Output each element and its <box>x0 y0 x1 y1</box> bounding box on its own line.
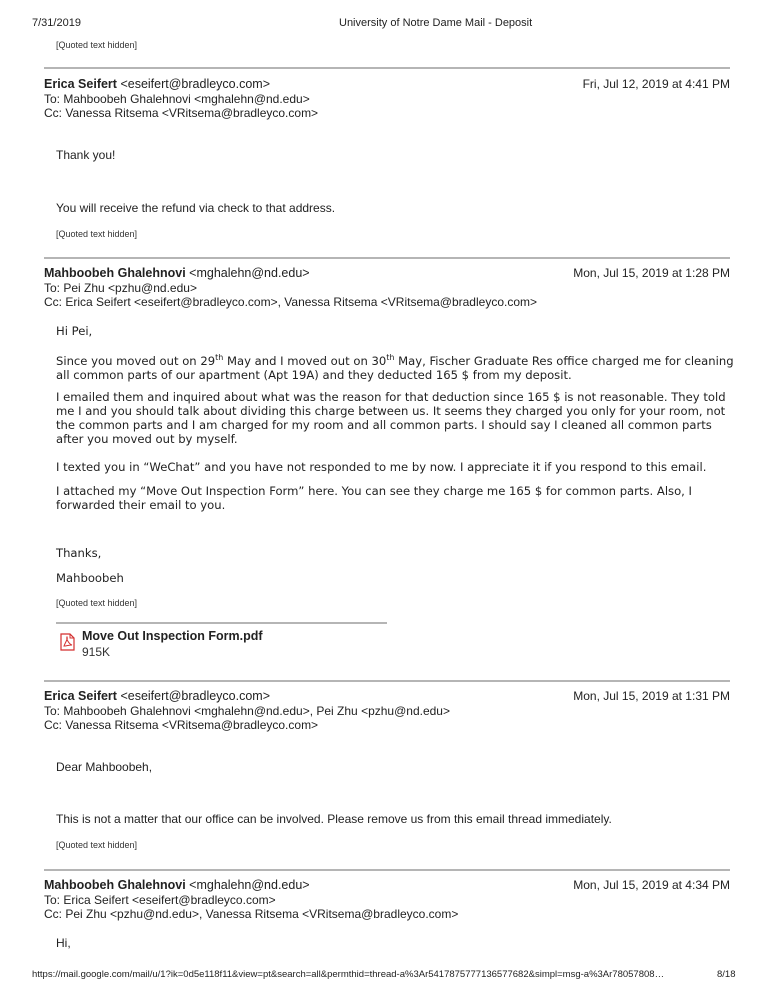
sender-name: Mahboobeh Ghalehnovi <box>44 266 186 280</box>
print-url: https://mail.google.com/mail/u/1?ik=0d5e118f11&view=pt&search=all&permthid=thread-a%3Ar5417875777136577682&simpl=msg-a%3Ar78057808… <box>32 969 665 980</box>
message-to: To: Mahboobeh Ghalehnovi <mghalehn@nd.edu>, Pei Zhu <pzhu@nd.edu> <box>44 704 450 718</box>
message-cc: Cc: Vanessa Ritsema <VRitsema@bradleyco.com> <box>44 106 319 120</box>
message-paragraph: I texted you in “WeChat” and you have not responded to me by now. I appreciate it if you respond to this email. <box>56 460 707 474</box>
paragraph-text: Since you moved out on 29 <box>56 354 216 368</box>
message-divider <box>44 257 730 259</box>
message-date: Mon, Jul 15, 2019 at 4:34 PM <box>573 878 730 892</box>
print-date: 7/31/2019 <box>32 17 81 29</box>
sender-name: Erica Seifert <box>44 77 117 91</box>
message-cc: Cc: Pei Zhu <pzhu@nd.edu>, Vanessa Ritsema <VRitsema@bradleyco.com> <box>44 907 459 921</box>
quoted-text-hidden-link[interactable]: [Quoted text hidden] <box>56 598 138 608</box>
message-cc: Cc: Vanessa Ritsema <VRitsema@bradleyco.com> <box>44 718 319 732</box>
message-sender <box>44 878 310 892</box>
message-sender <box>44 689 270 703</box>
message-body-line: This is not a matter that our office can be involved. Please remove us from this email thread immediately. <box>56 812 612 826</box>
message-divider <box>44 67 730 69</box>
message-divider <box>44 680 730 682</box>
message-to: To: Erica Seifert <eseifert@bradleyco.com> <box>44 893 276 907</box>
sender-email: <eseifert@bradleyco.com> <box>120 689 271 703</box>
quoted-text-hidden-link[interactable]: [Quoted text hidden] <box>56 40 138 50</box>
message-signature: Mahboobeh <box>56 571 124 585</box>
message-cc: Cc: Erica Seifert <eseifert@bradleyco.com>, Vanessa Ritsema <VRitsema@bradleyco.com> <box>44 295 538 309</box>
message-body-line: Dear Mahboobeh, <box>56 760 153 774</box>
paragraph-text: May and I moved out on 30 <box>223 354 387 368</box>
message-date: Fri, Jul 12, 2019 at 4:41 PM <box>582 77 730 91</box>
quoted-text-hidden-link[interactable]: [Quoted text hidden] <box>56 840 138 850</box>
message-date: Mon, Jul 15, 2019 at 1:31 PM <box>573 689 730 703</box>
pdf-file-icon <box>60 633 75 651</box>
sender-email: <mghalehn@nd.edu> <box>189 878 310 892</box>
ordinal-suffix: th <box>386 353 395 363</box>
sender-email: <eseifert@bradleyco.com> <box>120 77 271 91</box>
message-body-line: Thank you! <box>56 148 116 162</box>
message-to: To: Pei Zhu <pzhu@nd.edu> <box>44 281 197 295</box>
message-body-line: Hi, <box>56 936 71 950</box>
attachment-divider <box>56 622 387 624</box>
message-paragraph <box>56 354 736 382</box>
page-number: 8/18 <box>717 969 736 980</box>
attachment-size: 915K <box>82 645 111 659</box>
message-to: To: Mahboobeh Ghalehnovi <mghalehn@nd.edu> <box>44 92 310 106</box>
attachment-name-link[interactable]: Move Out Inspection Form.pdf <box>82 629 263 643</box>
quoted-text-hidden-link[interactable]: [Quoted text hidden] <box>56 229 138 239</box>
message-greeting: Hi Pei, <box>56 324 93 338</box>
paragraph-text: May, Fischer Graduate Res office charged me for cleaning all common parts of our apartment (Apt 19A) and they deducted 165 $ from my deposit. <box>56 354 734 382</box>
message-paragraph: I emailed them and inquired about what was the reason for that deduction since 165 $ is not reasonable. They told me I and you should talk about dividing this charge between us. It seems they charged you only for your room, not the common parts and I am charged for my room and all common parts. I should say I cleaned all common parts after you moved out by myself. <box>56 390 726 446</box>
sender-name: Mahboobeh Ghalehnovi <box>44 878 186 892</box>
message-paragraph: I attached my “Move Out Inspection Form” here. You can see they charge me 165 $ for common parts. Also, I forwarded their email to you. <box>56 484 692 512</box>
message-sender <box>44 266 310 280</box>
sender-name: Erica Seifert <box>44 689 117 703</box>
message-body-line: You will receive the refund via check to that address. <box>56 201 336 215</box>
message-closing: Thanks, <box>56 546 102 560</box>
sender-email: <mghalehn@nd.edu> <box>189 266 310 280</box>
message-divider <box>44 869 730 871</box>
print-title: University of Notre Dame Mail - Deposit <box>339 17 533 29</box>
message-sender <box>44 77 270 91</box>
ordinal-suffix: th <box>215 353 224 363</box>
message-date: Mon, Jul 15, 2019 at 1:28 PM <box>573 266 730 280</box>
